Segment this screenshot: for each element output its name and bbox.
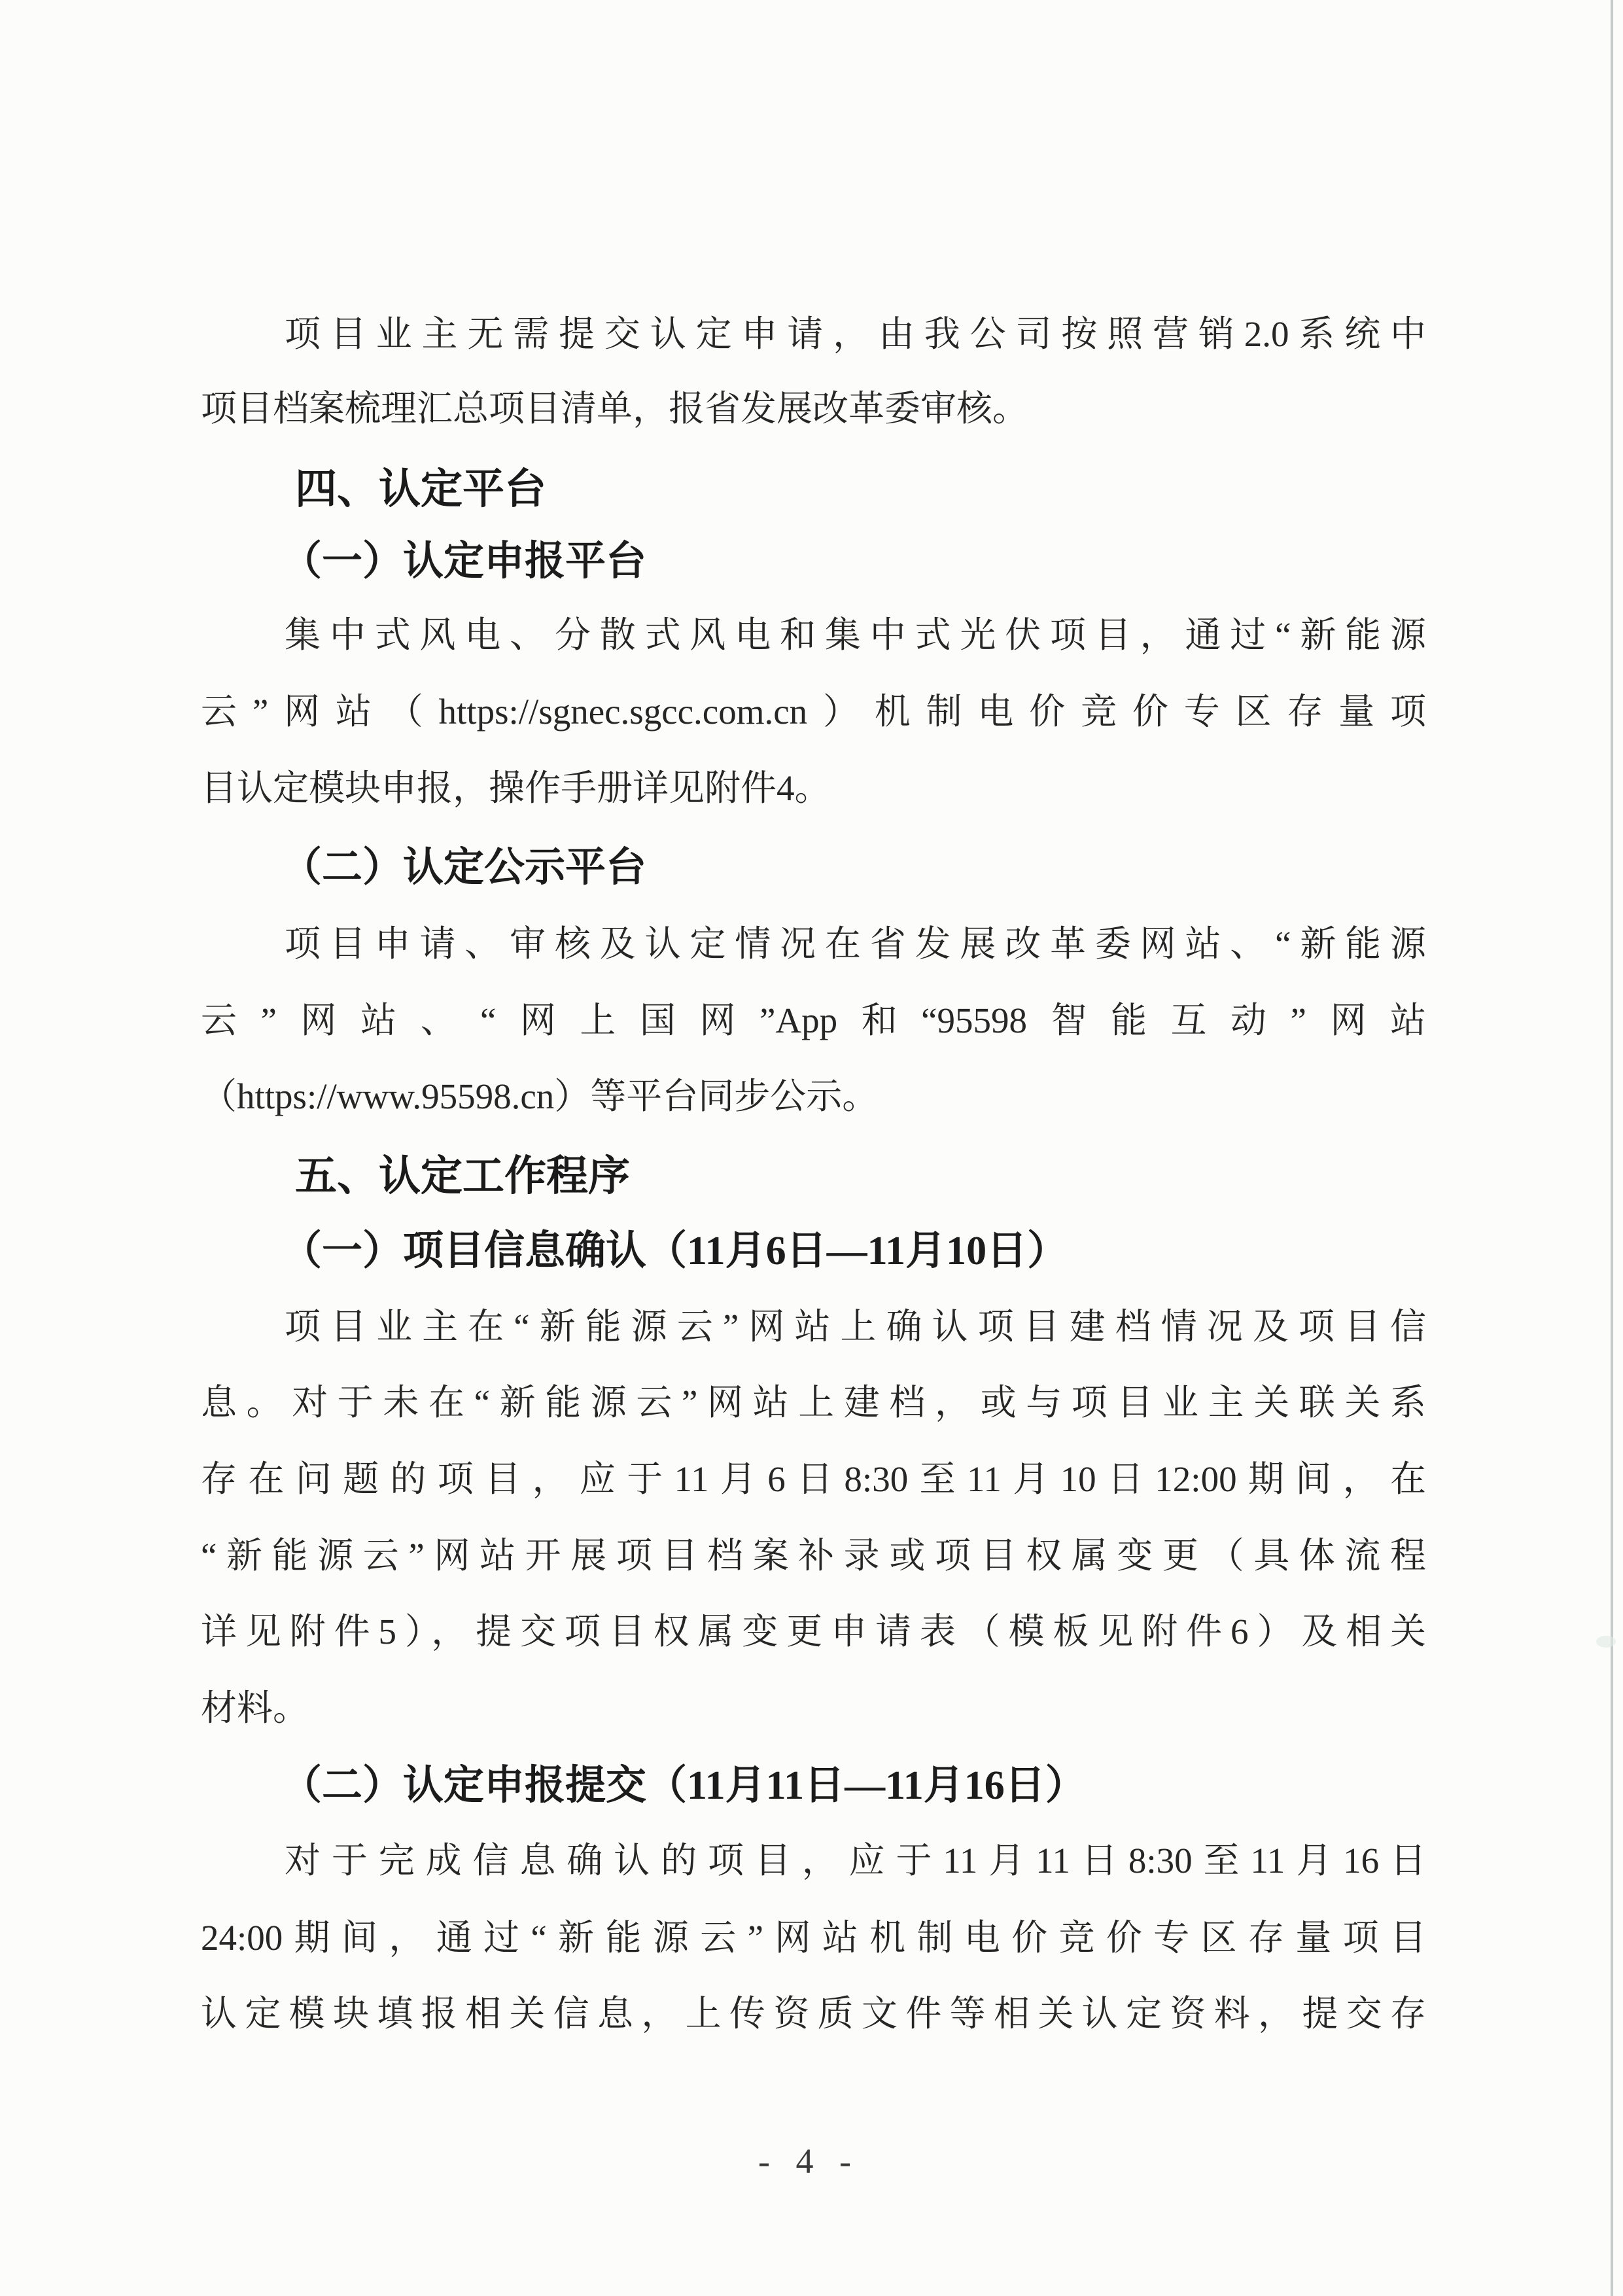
page-number: - 4 -: [758, 2142, 855, 2181]
body-line: 对于完成信息确认的项目，应于11月11日8:30至11月16日: [285, 1841, 1426, 1881]
body-line: “新能源云”网站开展项目档案补录或项目权属变更（具体流程: [201, 1536, 1426, 1576]
body-line: 项目业主在“新能源云”网站上确认项目建档情况及项目信: [285, 1307, 1426, 1347]
body-line: 目认定模块申报，操作手册详见附件4。: [201, 768, 831, 808]
body-line: 24:00期间，通过“新能源云”网站机制电价竞价专区存量项目: [201, 1918, 1426, 1958]
body-line: 存在问题的项目，应于11月6日8:30至11月10日12:00期间，在: [201, 1459, 1426, 1499]
body-line: 项目档案梳理汇总项目清单，报省发展改革委审核。: [201, 389, 1029, 429]
body-line: 材料。: [201, 1688, 309, 1728]
section-heading-4: 四、认定平台: [295, 466, 546, 512]
subsection-heading-5-2: （二）认定申报提交（11月11日—11月16日）: [281, 1763, 1086, 1808]
body-line: （https://www.95598.cn）等平台同步公示。: [201, 1076, 879, 1116]
subsection-heading-4-1: （一）认定申报平台: [281, 539, 647, 584]
section-heading-5: 五、认定工作程序: [295, 1153, 630, 1199]
body-line: 云”网站、“网上国网”App和“95598智能互动”网站: [201, 1000, 1426, 1040]
body-line: 项目业主无需提交认定申请，由我公司按照营销2.0系统中: [285, 314, 1426, 354]
body-line: 息。对于未在“新能源云”网站上建档，或与项目业主关联关系: [201, 1383, 1426, 1422]
subsection-heading-4-2: （二）认定公示平台: [281, 845, 647, 890]
subsection-heading-5-1: （一）项目信息确认（11月6日—11月10日）: [281, 1229, 1068, 1273]
scanner-smudge-artifact: [1596, 1636, 1616, 1648]
body-line: 认定模块填报相关信息，上传资质文件等相关认定资料，提交存: [201, 1994, 1426, 2034]
body-line: 详见附件5），提交项目权属变更申请表（模板见附件6）及相关: [201, 1612, 1426, 1651]
body-line: 集中式风电、分散式风电和集中式光伏项目，通过“新能源: [285, 615, 1426, 655]
body-line: 项目申请、审核及认定情况在省发展改革委网站、“新能源: [285, 924, 1426, 964]
body-line: 云”网站（https://sgnec.sgcc.com.cn）机制电价竞价专区存量项: [201, 692, 1426, 732]
scanner-edge-artifact: [1611, 0, 1613, 2296]
